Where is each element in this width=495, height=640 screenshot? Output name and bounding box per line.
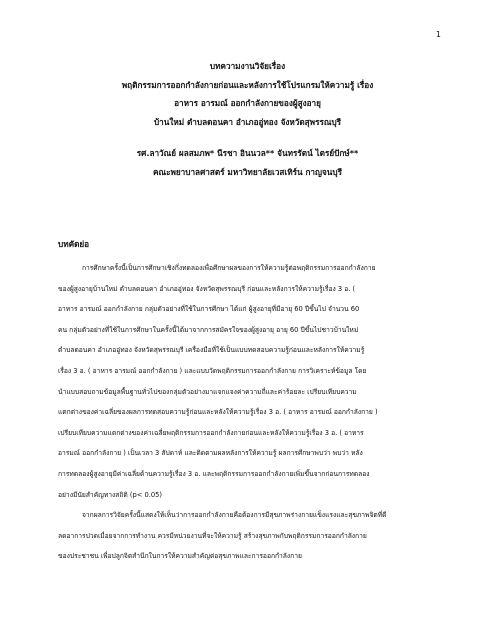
abstract-line: อย่างมีนัยสำคัญทางสถิติ (p< 0.05) <box>58 490 162 499</box>
abstract-line: อาหาร อารมณ์ ออกกำลังกาย กลุ่มตัวอย่างที่ใช้ในการศึกษา ได้แก่ ผู้สูงอายุที่มีอายุ 60 ปีขึ้นไป จำนวน 60 <box>58 305 360 314</box>
abstract-line: เรื่อง 3 อ. ( อาหาร อารมณ์ ออกกำลังกาย ) และแบบวัดพฤติกรรมการออกกำลังกาย การวิเคราะห์ข้อมูล โดย <box>58 366 367 375</box>
title-line: บทความงานวิจัยเรื่อง <box>209 61 286 71</box>
abstract-body <box>58 258 441 567</box>
abstract-line: ของประชาชน เพื่อปลูกจิตสำนึกในการให้ความสำคัญต่อสุขภาพและการออกกำลังกาย <box>58 552 302 561</box>
author-block <box>0 144 495 182</box>
title-line: บ้านใหม่ ตำบลดอนคา อำเภออู่ทอง จังหวัดสุพรรณบุรี <box>153 116 342 127</box>
abstract-line: ตำบลดอนคา อำเภออู่ทอง จังหวัดสุพรรณบุรี เครื่องมือที่ใช้เป็นแบบทดสอบความรู้ก่อนและหลังการให้ความรู้ <box>58 346 365 355</box>
abstract-line: การศึกษาครั้งนี้เป็นการศึกษาเชิงกึ่งทดลองเพื่อศึกษาผลของการให้ความรู้ต่อพฤติกรรมการออกกำลังกาย <box>82 264 376 272</box>
title-line: พฤติกรรมการออกกำลังกายก่อนและหลังการใช้โปรแกรมให้ความรู้ เรื่อง <box>121 79 374 90</box>
abstract-line: เปรียบเทียบความแตกต่างของค่าเฉลี่ยพฤติกรรมการออกกำลังกายก่อนและหลังให้ความรู้เรื่อง 3 อ. ( อาหาร <box>58 428 364 437</box>
page-number: 1 <box>435 30 441 39</box>
title-line: อาหาร อารมณ์ ออกกำลังกายของผู้สูงอายุ <box>174 98 321 108</box>
abstract-line: การทดลองผู้สูงอายุมีค่าเฉลี่ยด้านความรู้เรื่อง 3 อ. และพฤติกรรมการออกกำลังกายเพิ่มขึ้นจากก่อนการทดลอง <box>58 469 370 478</box>
abstract-line: ของผู้สูงอายุบ้านใหม่ ตำบลดอนคา อำเภออู่ทอง จังหวัดสุพรรณบุรี ก่อนและหลังการให้ความรู้เรื่อง 3 อ. ( <box>58 284 356 293</box>
abstract-line: ลดอาการปวดเมื่อยจากการทำงาน ควรมีหน่วยงานที่จะให้ความรู้ สร้างสุขภาพกับพฤติกรรมการออกกำลังกาย <box>58 531 367 540</box>
author-names: รศ.ลาวัณย์ ผลสมภพ* นีรชา อินนวล** จันทรรัตน์ ไตรย์ปักษ์** <box>136 148 359 158</box>
abstract-heading: บทคัดย่อ <box>58 239 90 249</box>
abstract-line: คน กลุ่มตัวอย่างที่ใช้ในการศึกษาในครั้งนี้ได้มาจากการสมัครใจของผู้สูงอายุ อายุ 60 ปีขึ้นไปชาวบ้านใหม่ <box>58 325 359 334</box>
abstract-line: จากผลการวิจัยครั้งนี้แสดงให้เห็นว่าการออกกำลังกายคือต้องการมีสุขภาพร่างกายแข็งแรงและสุขภาพจิตที่ดี <box>82 511 387 520</box>
abstract-line: นำแบบสอบถามข้อมูลพื้นฐานทั่วไปของกลุ่มตัวอย่างมาแจกแจงค่าความถี่และค่าร้อยละ เปรียบเทียบความ <box>58 387 357 396</box>
paper-title <box>0 57 495 131</box>
abstract-line: แตกต่างของค่าเฉลี่ยของผลการทดสอบความรู้ก่อนและหลังให้ความรู้เรื่อง 3 อ. ( อาหาร อารมณ์ ออกกำลังกาย ) <box>58 408 378 417</box>
author-affiliation: คณะพยาบาลศาสตร์ มหาวิทยาลัยเวสเทิร์น กาญจนบุรี <box>153 167 342 177</box>
abstract-line: อารมณ์ ออกกำลังกาย ) เป็นเวลา 3 สัปดาห์ และติดตามผลหลังการให้ความรู้ ผลการศึกษาพบว่า พบว่า หลัง <box>58 449 363 458</box>
